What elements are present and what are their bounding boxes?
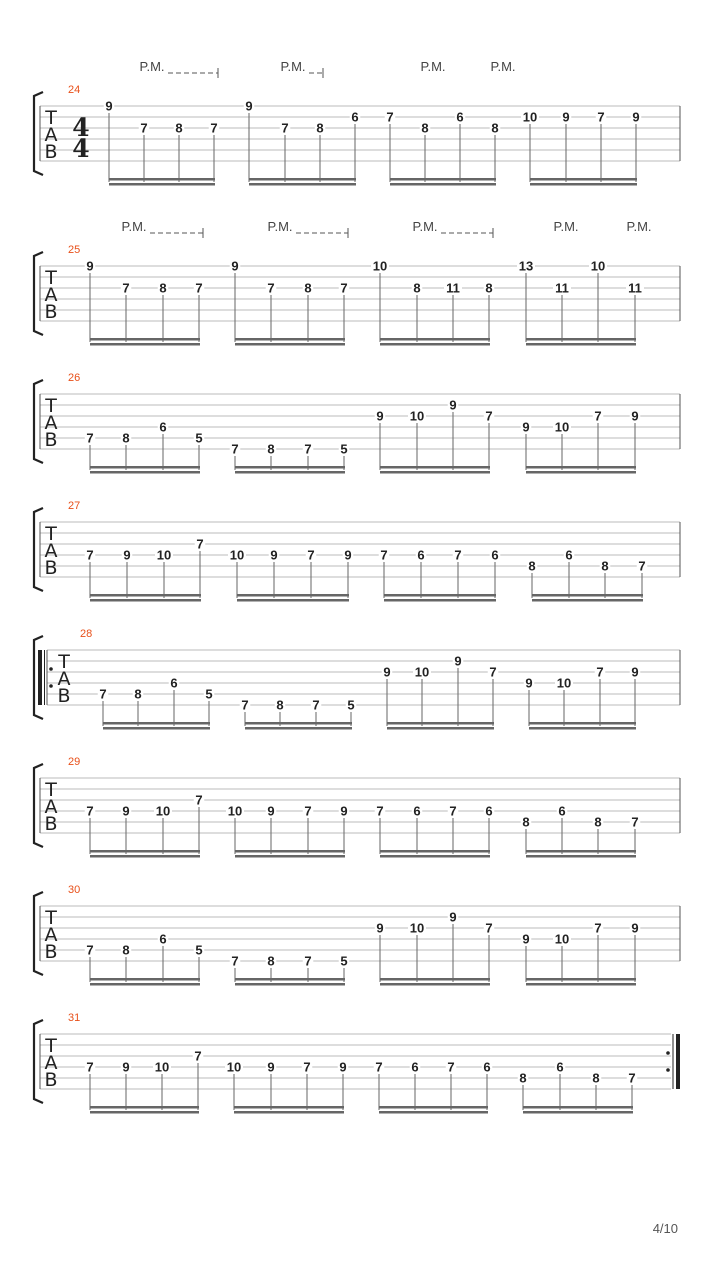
fret-number: 8 — [413, 280, 421, 296]
beat-group — [230, 259, 350, 346]
fret-number: 7 — [195, 280, 203, 296]
measure-number: 25 — [68, 244, 81, 256]
system-25 — [34, 219, 680, 346]
fret-number: 9 — [86, 258, 94, 274]
beat-group — [521, 804, 641, 858]
repeat-dot — [49, 667, 53, 671]
fret-number: 5 — [340, 953, 348, 969]
fret-number: 6 — [485, 803, 493, 819]
repeat-thick-barline — [38, 650, 42, 705]
fret-number: 6 — [159, 419, 167, 435]
beam — [379, 1106, 488, 1109]
fret-number: 7 — [489, 664, 497, 680]
fret-number: 9 — [122, 1059, 130, 1075]
fret-number: 7 — [375, 1059, 383, 1075]
tab-clef-a: A — [44, 124, 58, 146]
beam — [380, 855, 490, 858]
beam — [380, 983, 490, 986]
beam — [526, 983, 636, 986]
fret-number: 6 — [456, 109, 464, 125]
fret-number: 7 — [304, 441, 312, 457]
tab-clef-a: A — [44, 540, 58, 562]
fret-number: 8 — [485, 280, 493, 296]
tab-clef-t: T — [45, 267, 57, 289]
beat-group — [375, 398, 495, 474]
fret-number: 8 — [304, 280, 312, 296]
fret-number: 9 — [122, 803, 130, 819]
beam — [380, 978, 490, 981]
fret-number: 7 — [631, 814, 639, 830]
measure-number: 31 — [68, 1012, 81, 1024]
measure-number: 28 — [80, 628, 93, 640]
fret-number: 10 — [409, 920, 425, 936]
fret-number: 8 — [134, 686, 142, 702]
beat-group — [104, 99, 220, 186]
beam — [526, 855, 636, 858]
beat-group — [518, 1060, 638, 1114]
fret-number: 7 — [303, 1059, 311, 1075]
beat-group — [226, 804, 349, 858]
fret-number: 10 — [226, 1059, 242, 1075]
beat-group — [85, 1049, 204, 1114]
tab-clef-b: B — [44, 301, 58, 323]
fret-number: 6 — [556, 1059, 564, 1075]
beam — [90, 466, 200, 469]
fret-number: 7 — [485, 408, 493, 424]
beat-group — [527, 548, 648, 602]
fret-number: 8 — [316, 120, 324, 136]
beam — [90, 343, 200, 346]
beam — [235, 855, 345, 858]
fret-number: 9 — [231, 258, 239, 274]
fret-number: 7 — [86, 547, 94, 563]
fret-number: 9 — [454, 653, 462, 669]
tab-clef-a: A — [44, 796, 58, 818]
tab-clef-a: A — [44, 284, 58, 306]
system-26 — [34, 372, 680, 474]
fret-number: 5 — [205, 686, 213, 702]
fret-number: 9 — [631, 408, 639, 424]
fret-number: 8 — [522, 814, 530, 830]
tab-clef-t: T — [45, 523, 57, 545]
fret-number: 5 — [195, 942, 203, 958]
fret-number: 10 — [554, 931, 570, 947]
tab-clef-b: B — [44, 813, 58, 835]
fret-number: 10 — [554, 419, 570, 435]
fret-number: 7 — [304, 803, 312, 819]
system-31 — [34, 1012, 680, 1114]
fret-number: 8 — [175, 120, 183, 136]
palm-mute-label: P.M. — [553, 219, 579, 234]
measure-number: 29 — [68, 756, 81, 768]
fret-number: 10 — [229, 547, 245, 563]
fret-number: 7 — [194, 1048, 202, 1064]
fret-number: 8 — [122, 430, 130, 446]
fret-number: 7 — [594, 408, 602, 424]
fret-number: 8 — [594, 814, 602, 830]
fret-number: 7 — [140, 120, 148, 136]
fret-number: 9 — [449, 397, 457, 413]
beam — [235, 338, 345, 341]
palm-mute-label: P.M. — [121, 219, 147, 234]
beat-group — [374, 1060, 493, 1114]
beam — [523, 1111, 633, 1114]
fret-number: 10 — [522, 109, 538, 125]
beat-group — [230, 442, 350, 474]
beam — [380, 850, 490, 853]
fret-number: 9 — [631, 664, 639, 680]
fret-number: 7 — [638, 558, 646, 574]
palm-mute-label: P.M. — [280, 59, 306, 74]
tab-clef-t: T — [45, 107, 57, 129]
fret-number: 9 — [522, 419, 530, 435]
fret-number: 7 — [340, 280, 348, 296]
fret-number: 5 — [340, 441, 348, 457]
system-28 — [34, 628, 680, 730]
fret-number: 6 — [351, 109, 359, 125]
beat-group — [225, 1060, 348, 1114]
beam — [529, 727, 636, 730]
beat-group — [228, 548, 353, 602]
tab-clef-t: T — [45, 1035, 57, 1057]
palm-mute-label: P.M. — [412, 219, 438, 234]
fret-number: 9 — [123, 547, 131, 563]
fret-number: 13 — [518, 258, 534, 274]
beam — [237, 594, 349, 597]
fret-number: 9 — [525, 675, 533, 691]
fret-number: 7 — [267, 280, 275, 296]
fret-number: 8 — [276, 697, 284, 713]
beam — [380, 343, 490, 346]
tab-clef-a: A — [57, 668, 71, 690]
fret-number: 9 — [376, 920, 384, 936]
fret-number: 8 — [267, 953, 275, 969]
time-signature-numerator: 4 — [72, 113, 90, 142]
tab-clef-b: B — [44, 557, 58, 579]
palm-mute-label: P.M. — [267, 219, 293, 234]
beam — [109, 178, 215, 181]
beat-group — [85, 259, 205, 346]
beat-group — [524, 665, 641, 730]
fret-number: 7 — [99, 686, 107, 702]
measure-number: 26 — [68, 372, 81, 384]
palm-mute-label: P.M. — [139, 59, 165, 74]
beam — [526, 343, 636, 346]
tab-clef-t: T — [45, 395, 57, 417]
beam — [380, 338, 490, 341]
beam — [523, 1106, 633, 1109]
tab-clef-b: B — [57, 685, 71, 707]
fret-number: 7 — [307, 547, 315, 563]
measure-number: 30 — [68, 884, 81, 896]
fret-number: 7 — [380, 547, 388, 563]
beat-group — [85, 537, 206, 602]
fret-number: 6 — [491, 547, 499, 563]
fret-number: 9 — [245, 98, 253, 114]
beam — [109, 183, 215, 186]
beam — [103, 722, 210, 725]
beat-group — [371, 259, 494, 346]
beam — [235, 471, 345, 474]
fret-number: 11 — [446, 280, 460, 296]
beat-group — [98, 676, 215, 730]
beam — [526, 338, 636, 341]
beam — [234, 1111, 344, 1114]
beam — [90, 1106, 199, 1109]
beat-group — [521, 409, 641, 474]
fret-number: 7 — [454, 547, 462, 563]
fret-number: 7 — [210, 120, 218, 136]
tab-clef-b: B — [44, 429, 58, 451]
fret-number: 10 — [154, 1059, 170, 1075]
beam — [384, 594, 496, 597]
fret-number: 10 — [227, 803, 243, 819]
tab-clef-b: B — [44, 141, 58, 163]
beam — [90, 594, 201, 597]
beam — [90, 1111, 199, 1114]
system-30 — [34, 884, 680, 986]
beam — [380, 466, 490, 469]
system-bracket — [34, 892, 43, 975]
repeat-dot — [666, 1051, 670, 1055]
beam — [90, 471, 200, 474]
fret-number: 8 — [519, 1070, 527, 1086]
fret-number: 9 — [105, 98, 113, 114]
beam — [249, 183, 356, 186]
system-bracket — [34, 1020, 43, 1103]
fret-number: 7 — [485, 920, 493, 936]
fret-number: 9 — [270, 547, 278, 563]
tab-clef-t: T — [58, 651, 70, 673]
tab-clef-a: A — [44, 924, 58, 946]
fret-number: 6 — [417, 547, 425, 563]
fret-number: 7 — [122, 280, 130, 296]
fret-number: 7 — [86, 1059, 94, 1075]
beam — [384, 599, 496, 602]
fret-number: 7 — [594, 920, 602, 936]
beam — [379, 1111, 488, 1114]
fret-number: 8 — [421, 120, 429, 136]
beat-group — [85, 932, 205, 986]
fret-number: 10 — [156, 547, 172, 563]
fret-number: 7 — [86, 803, 94, 819]
fret-number: 9 — [631, 920, 639, 936]
beat-group — [85, 420, 205, 474]
fret-number: 10 — [414, 664, 430, 680]
fret-number: 7 — [447, 1059, 455, 1075]
fret-number: 9 — [267, 803, 275, 819]
system-29 — [34, 756, 680, 858]
measure-number: 24 — [68, 84, 81, 96]
beam — [90, 855, 200, 858]
beam — [387, 727, 494, 730]
fret-number: 8 — [592, 1070, 600, 1086]
fret-number: 7 — [241, 697, 249, 713]
fret-number: 8 — [267, 441, 275, 457]
beat-group — [517, 259, 644, 346]
beat-group — [521, 110, 641, 186]
fret-number: 10 — [372, 258, 388, 274]
page-number: 4/10 — [652, 1221, 678, 1236]
fret-number: 8 — [601, 558, 609, 574]
beat-group — [244, 99, 361, 186]
fret-number: 9 — [632, 109, 640, 125]
fret-number: 6 — [170, 675, 178, 691]
tab-clef-b: B — [44, 1069, 58, 1091]
beam — [249, 178, 356, 181]
tab-clef-a: A — [44, 412, 58, 434]
fret-number: 8 — [528, 558, 536, 574]
beam — [90, 850, 200, 853]
fret-number: 6 — [483, 1059, 491, 1075]
beam — [530, 178, 637, 181]
fret-number: 7 — [196, 536, 204, 552]
beam — [529, 722, 636, 725]
beat-group — [375, 910, 495, 986]
repeat-thick-barline — [676, 1034, 680, 1089]
fret-number: 9 — [562, 109, 570, 125]
beam — [90, 983, 200, 986]
beat-group — [521, 921, 641, 986]
system-bracket — [34, 380, 43, 463]
fret-number: 7 — [304, 953, 312, 969]
beam — [526, 471, 636, 474]
beam — [387, 722, 494, 725]
beam — [235, 983, 345, 986]
fret-number: 6 — [411, 1059, 419, 1075]
fret-number: 7 — [376, 803, 384, 819]
system-bracket — [34, 508, 43, 591]
beat-group — [385, 110, 501, 186]
fret-number: 7 — [231, 953, 239, 969]
fret-number: 5 — [347, 697, 355, 713]
fret-number: 7 — [449, 803, 457, 819]
beam — [532, 599, 643, 602]
beam — [90, 978, 200, 981]
repeat-dot — [49, 684, 53, 688]
palm-mute-label: P.M. — [626, 219, 652, 234]
fret-number: 11 — [628, 280, 642, 296]
beam — [526, 850, 636, 853]
system-bracket — [34, 764, 43, 847]
beat-group — [382, 654, 499, 730]
fret-number: 10 — [590, 258, 606, 274]
beam — [235, 466, 345, 469]
fret-number: 7 — [386, 109, 394, 125]
fret-number: 9 — [522, 931, 530, 947]
fret-number: 6 — [558, 803, 566, 819]
beam — [390, 178, 496, 181]
tab-clef-t: T — [45, 779, 57, 801]
beat-group — [375, 804, 495, 858]
fret-number: 9 — [449, 909, 457, 925]
beam — [530, 183, 637, 186]
fret-number: 7 — [86, 430, 94, 446]
fret-number: 9 — [340, 803, 348, 819]
fret-number: 7 — [86, 942, 94, 958]
fret-number: 10 — [556, 675, 572, 691]
beat-group — [230, 954, 350, 986]
fret-number: 6 — [159, 931, 167, 947]
fret-number: 7 — [312, 697, 320, 713]
beam — [380, 471, 490, 474]
time-signature-denominator: 4 — [72, 134, 90, 163]
fret-number: 7 — [281, 120, 289, 136]
beam — [235, 850, 345, 853]
fret-number: 10 — [155, 803, 171, 819]
fret-number: 6 — [413, 803, 421, 819]
beam — [526, 466, 636, 469]
fret-number: 7 — [596, 664, 604, 680]
fret-number: 8 — [122, 942, 130, 958]
fret-number: 7 — [597, 109, 605, 125]
beat-group — [240, 698, 357, 730]
beam — [90, 338, 200, 341]
fret-number: 6 — [565, 547, 573, 563]
beam — [237, 599, 349, 602]
system-bracket — [34, 92, 43, 175]
fret-number: 9 — [267, 1059, 275, 1075]
beam — [526, 978, 636, 981]
system-24 — [34, 59, 680, 186]
fret-number: 7 — [195, 792, 203, 808]
beam — [245, 722, 352, 725]
beat-group — [379, 548, 501, 602]
palm-mute-label: P.M. — [420, 59, 446, 74]
measure-number: 27 — [68, 500, 81, 512]
beam — [103, 727, 210, 730]
beam — [245, 727, 352, 730]
fret-number: 5 — [195, 430, 203, 446]
fret-number: 8 — [491, 120, 499, 136]
beam — [390, 183, 496, 186]
system-bracket — [34, 252, 43, 335]
tab-clef-a: A — [44, 1052, 58, 1074]
beam — [235, 343, 345, 346]
tab-clef-b: B — [44, 941, 58, 963]
fret-number: 11 — [555, 280, 569, 296]
system-27 — [34, 500, 680, 602]
fret-number: 10 — [409, 408, 425, 424]
fret-number: 9 — [383, 664, 391, 680]
fret-number: 8 — [159, 280, 167, 296]
fret-number: 9 — [344, 547, 352, 563]
beam — [90, 599, 201, 602]
beat-group — [85, 793, 205, 858]
fret-number: 7 — [628, 1070, 636, 1086]
fret-number: 9 — [339, 1059, 347, 1075]
fret-number: 9 — [376, 408, 384, 424]
beam — [234, 1106, 344, 1109]
tab-clef-t: T — [45, 907, 57, 929]
beam — [235, 978, 345, 981]
repeat-dot — [666, 1068, 670, 1072]
fret-number: 7 — [231, 441, 239, 457]
beam — [532, 594, 643, 597]
palm-mute-label: P.M. — [490, 59, 516, 74]
